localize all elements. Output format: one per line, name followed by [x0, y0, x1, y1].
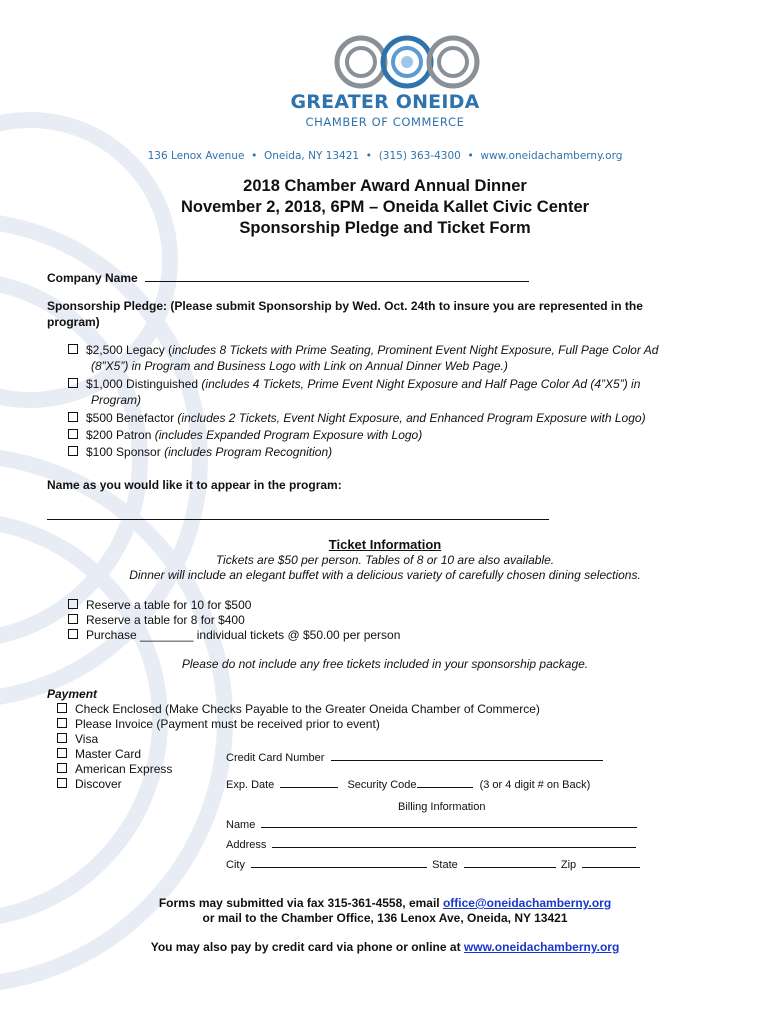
sponsorship-option-sponsor[interactable]: $100 Sponsor (includes Program Recognition) — [68, 444, 332, 460]
sponsorship-option-legacy[interactable]: $2,500 Legacy (includes 8 Tickets with Prime Seating, Prominent Event Night Exposure, Full Page Color Ad — [68, 342, 658, 358]
program-name-label: Name as you would like it to appear in the program: — [47, 478, 342, 492]
billing-address-row — [226, 835, 636, 851]
checkbox[interactable] — [68, 344, 78, 354]
billing-heading: Billing Information — [398, 801, 486, 813]
ticket-disclaimer: Please do not include any free tickets included in your sponsorship package. — [181, 657, 589, 671]
billing-address-field[interactable] — [272, 835, 636, 848]
org-name: GREATER ONEIDA — [290, 91, 480, 113]
checkbox[interactable] — [57, 748, 67, 758]
phone: (315) 363-4300 — [378, 150, 461, 162]
cc-number-row — [226, 748, 603, 764]
payment-option-discover[interactable]: Discover — [57, 776, 122, 792]
sponsorship-distinguished-desc2: Program) — [91, 393, 142, 407]
bullet-separator: • — [365, 150, 372, 162]
billing-state-field[interactable] — [464, 855, 556, 868]
checkbox[interactable] — [68, 412, 78, 422]
contact-line — [0, 150, 770, 162]
website-link[interactable]: www.oneidachamberny.org — [463, 940, 620, 954]
security-code-note: (3 or 4 digit # on Back) — [479, 779, 591, 791]
cc-number-field[interactable] — [331, 748, 603, 761]
title-form-name: Sponsorship Pledge and Ticket Form — [239, 219, 531, 237]
payment-option-mastercard[interactable]: Master Card — [57, 746, 141, 762]
ticket-note-dinner: Dinner will include an elegant buffet with a delicious variety of carefully chosen dining selections. — [129, 568, 641, 582]
sponsorship-option-benefactor[interactable]: $500 Benefactor (includes 2 Tickets, Event Night Exposure, and Enhanced Program Exposure with Logo) — [68, 410, 646, 426]
bullet-separator: • — [467, 150, 474, 162]
billing-zip-label: Zip — [560, 859, 577, 871]
title-date-venue: November 2, 2018, 6PM – Oneida Kallet Civic Center — [180, 198, 590, 216]
title-event: 2018 Chamber Award Annual Dinner — [243, 177, 527, 195]
checkbox[interactable] — [68, 429, 78, 439]
footer-online: You may also pay by credit card via phone or online at www.oneidachamberny.org — [150, 940, 620, 954]
program-name-field[interactable] — [47, 519, 549, 520]
billing-name-field[interactable] — [261, 815, 637, 828]
email-link[interactable]: office@oneidachamberny.org — [442, 896, 612, 910]
checkbox[interactable] — [68, 378, 78, 388]
checkbox[interactable] — [57, 718, 67, 728]
checkbox[interactable] — [57, 703, 67, 713]
checkbox[interactable] — [68, 446, 78, 456]
checkbox[interactable] — [57, 778, 67, 788]
billing-city-label: City — [226, 859, 245, 871]
sponsorship-option-distinguished[interactable]: $1,000 Distinguished (includes 4 Tickets, Prime Event Night Exposure and Half Page Color Ad (4”X5”) in — [68, 376, 640, 392]
exp-date-field[interactable] — [280, 775, 338, 788]
checkbox[interactable] — [57, 763, 67, 773]
ticket-option-table-8[interactable]: Reserve a table for 8 for $400 — [68, 612, 245, 628]
billing-zip-field[interactable] — [582, 855, 640, 868]
security-code-field[interactable] — [417, 775, 473, 788]
company-name-label: Company Name — [47, 271, 138, 285]
payment-option-amex[interactable]: American Express — [57, 761, 172, 777]
footer-mail: or mail to the Chamber Office, 136 Lenox Ave, Oneida, NY 13421 — [202, 911, 568, 925]
org-subtitle: CHAMBER OF COMMERCE — [305, 115, 465, 129]
city: Oneida, NY 13421 — [264, 150, 360, 162]
payment-option-check[interactable]: Check Enclosed (Make Checks Payable to the Greater Oneida Chamber of Commerce) — [57, 701, 540, 717]
security-code-label: Security Code — [347, 779, 417, 791]
checkbox[interactable] — [68, 629, 78, 639]
ticket-heading: Ticket Information — [328, 537, 442, 552]
billing-address-label: Address — [226, 839, 267, 851]
address: 136 Lenox Avenue — [147, 150, 245, 162]
exp-security-row — [226, 775, 590, 791]
company-name-row — [47, 269, 529, 285]
payment-option-visa[interactable]: Visa — [57, 731, 98, 747]
cc-number-label: Credit Card Number — [226, 752, 325, 764]
billing-state-label: State — [432, 859, 458, 871]
billing-city-field[interactable] — [251, 855, 427, 868]
sponsorship-option-patron[interactable]: $200 Patron (includes Expanded Program Exposure with Logo) — [68, 427, 422, 443]
sponsorship-legacy-desc2: (8”X5”) in Program and Business Logo with Link on Annual Dinner Web Page.) — [91, 359, 508, 373]
company-name-field[interactable] — [145, 269, 529, 282]
billing-city-row — [226, 855, 640, 871]
checkbox[interactable] — [68, 614, 78, 624]
website: www.oneidachamberny.org — [480, 150, 623, 162]
footer-fax-email: Forms may submitted via fax 315-361-4558, email office@oneidachamberny.org — [158, 896, 612, 910]
exp-date-label: Exp. Date — [226, 779, 275, 791]
ticket-note-price: Tickets are $50 per person. Tables of 8 or 10 are also available. — [215, 553, 555, 567]
payment-option-invoice[interactable]: Please Invoice (Payment must be received prior to event) — [57, 716, 380, 732]
checkbox[interactable] — [68, 599, 78, 609]
pledge-heading-line2: program) — [47, 315, 100, 329]
billing-name-label: Name — [226, 819, 256, 831]
chamber-logo-icon — [333, 34, 481, 90]
ticket-option-table-10[interactable]: Reserve a table for 10 for $500 — [68, 597, 251, 613]
bullet-separator: • — [251, 150, 258, 162]
payment-heading: Payment — [47, 687, 98, 701]
pledge-heading-line1: Sponsorship Pledge: (Please submit Sponsorship by Wed. Oct. 24th to insure you are represented in the — [47, 299, 643, 313]
billing-name-row — [226, 815, 637, 831]
pledge-heading — [47, 298, 737, 330]
checkbox[interactable] — [57, 733, 67, 743]
ticket-option-individual[interactable]: Purchase ________ individual tickets @ $50.00 per person — [68, 627, 400, 643]
